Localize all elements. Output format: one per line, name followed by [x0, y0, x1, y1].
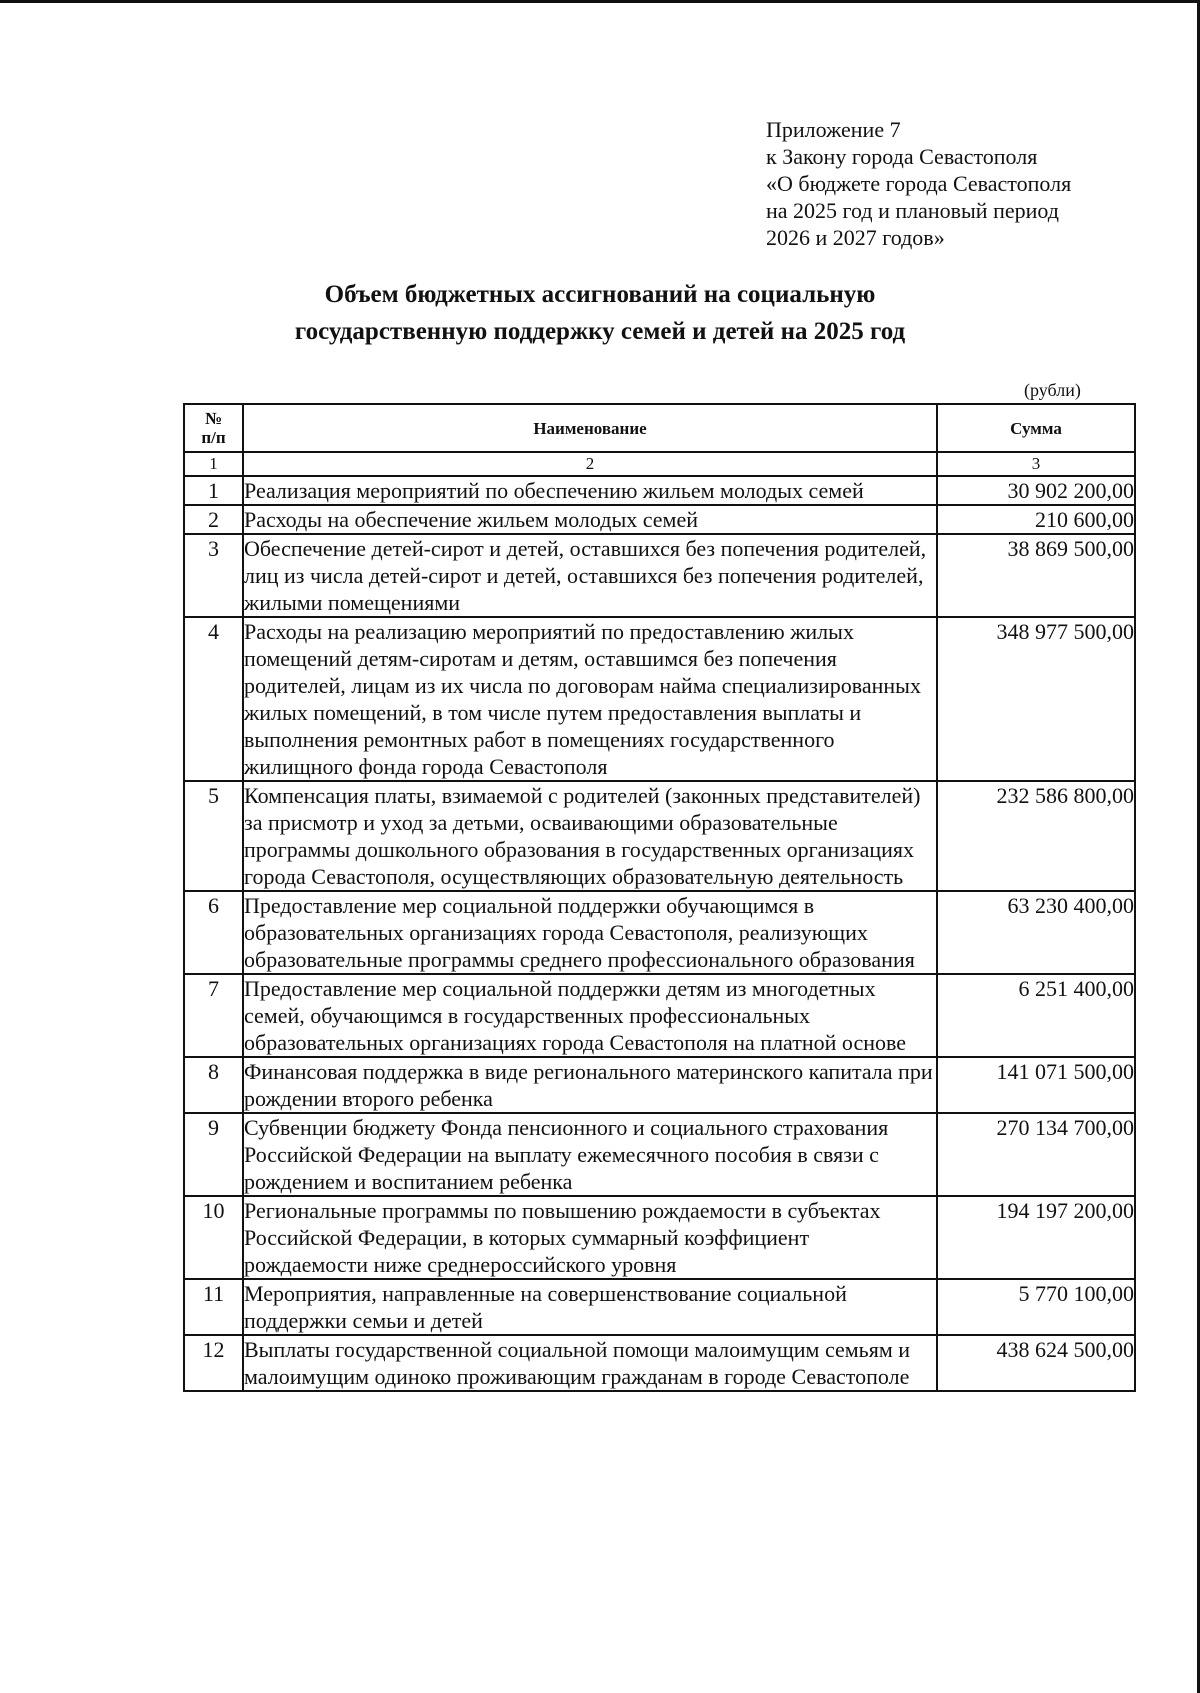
row-number: 2	[184, 505, 243, 534]
document-title	[0, 276, 1200, 350]
row-name: Выплаты государственной социальной помощи малоимущим семьям и малоимущим одиноко проживающим гражданам в городе Севастополе	[243, 1335, 937, 1391]
row-number: 4	[184, 617, 243, 781]
row-sum: 194 197 200,00	[937, 1196, 1135, 1279]
appendix-line: 2026 и 2027 годов»	[766, 225, 945, 250]
row-sum: 210 600,00	[937, 505, 1135, 534]
table-row	[184, 1335, 1135, 1391]
row-number: 6	[184, 891, 243, 974]
row-number: 9	[184, 1113, 243, 1196]
row-number: 1	[184, 476, 243, 505]
units-label: (рубли)	[1024, 380, 1081, 400]
table-row	[184, 476, 1135, 505]
row-sum: 438 624 500,00	[937, 1335, 1135, 1391]
row-sum: 6 251 400,00	[937, 974, 1135, 1057]
column-numbers-row	[184, 452, 1135, 476]
appendix-line: к Закону города Севастополя	[766, 144, 1038, 169]
table-row	[184, 1113, 1135, 1196]
row-number: 3	[184, 534, 243, 617]
row-sum: 348 977 500,00	[937, 617, 1135, 781]
column-number: 1	[184, 452, 243, 476]
header-number	[184, 404, 243, 452]
header-name: Наименование	[243, 404, 937, 452]
row-name: Компенсация платы, взимаемой с родителей (законных представителей) за присмотр и уход за детьми, осваивающими образовательные программы дошкольного образования в государственных организациях города Севастополя, осуществляющих образовательную деятельность	[243, 781, 937, 891]
row-name: Реализация мероприятий по обеспечению жильем молодых семей	[243, 476, 937, 505]
row-name: Расходы на обеспечение жильем молодых семей	[243, 505, 937, 534]
table-row	[184, 1196, 1135, 1279]
table-row	[184, 974, 1135, 1057]
title-line-2: государственную поддержку семей и детей на 2025 год	[294, 318, 906, 345]
table-row	[184, 1057, 1135, 1113]
row-sum: 38 869 500,00	[937, 534, 1135, 617]
row-name: Мероприятия, направленные на совершенствование социальной поддержки семьи и детей	[243, 1279, 937, 1335]
row-name: Субвенции бюджету Фонда пенсионного и социального страхования Российской Федерации на выплату ежемесячного пособия в связи с рождением и воспитанием ребенка	[243, 1113, 937, 1196]
row-number: 8	[184, 1057, 243, 1113]
table-row	[184, 891, 1135, 974]
row-name: Региональные программы по повышению рождаемости в субъектах Российской Федерации, в которых суммарный коэффициент рождаемости ниже среднероссийского уровня	[243, 1196, 937, 1279]
row-sum: 270 134 700,00	[937, 1113, 1135, 1196]
row-number: 10	[184, 1196, 243, 1279]
header-sum: Сумма	[937, 404, 1135, 452]
table-header-row	[184, 404, 1135, 452]
header-number-line-2: п/п	[201, 428, 226, 447]
row-sum: 30 902 200,00	[937, 476, 1135, 505]
row-sum: 232 586 800,00	[937, 781, 1135, 891]
row-name: Расходы на реализацию мероприятий по предоставлению жилых помещений детям-сиротам и детям, оставшимся без попечения родителей, лицам из их числа по договорам найма специализированных жилых помещений, в том числе путем предоставления выплаты и выполнения ремонтных работ в помещениях государственного жилищного фонда города Севастополя	[243, 617, 937, 781]
appendix-line: «О бюджете города Севастополя	[766, 171, 1072, 196]
budget-table	[183, 403, 1136, 1392]
title-line-1: Объем бюджетных ассигнований на социальную	[324, 281, 876, 308]
appendix-line: Приложение 7	[766, 117, 901, 142]
appendix-line: на 2025 год и плановый период	[766, 198, 1059, 223]
table-row	[184, 1279, 1135, 1335]
row-name: Предоставление мер социальной поддержки детям из многодетных семей, обучающимся в государственных профессиональных образовательных организациях города Севастополя на платной основе	[243, 974, 937, 1057]
row-number: 11	[184, 1279, 243, 1335]
header-number-line-1: №	[204, 409, 223, 428]
table-row	[184, 534, 1135, 617]
table-row	[184, 505, 1135, 534]
row-sum: 63 230 400,00	[937, 891, 1135, 974]
column-number: 3	[937, 452, 1135, 476]
column-number: 2	[243, 452, 937, 476]
table-row	[184, 781, 1135, 891]
table-row	[184, 617, 1135, 781]
row-sum: 141 071 500,00	[937, 1057, 1135, 1113]
row-name: Финансовая поддержка в виде регионального материнского капитала при рождении второго ребенка	[243, 1057, 937, 1113]
page-edge-top	[0, 0, 1200, 3]
row-number: 7	[184, 974, 243, 1057]
row-number: 12	[184, 1335, 243, 1391]
appendix-reference	[766, 116, 1071, 251]
row-sum: 5 770 100,00	[937, 1279, 1135, 1335]
row-number: 5	[184, 781, 243, 891]
row-name: Обеспечение детей-сирот и детей, оставшихся без попечения родителей, лиц из числа детей-сирот и детей, оставшихся без попечения родителей, жилыми помещениями	[243, 534, 937, 617]
row-name: Предоставление мер социальной поддержки обучающимся в образовательных организациях города Севастополя, реализующих образовательные программы среднего профессионального образования	[243, 891, 937, 974]
